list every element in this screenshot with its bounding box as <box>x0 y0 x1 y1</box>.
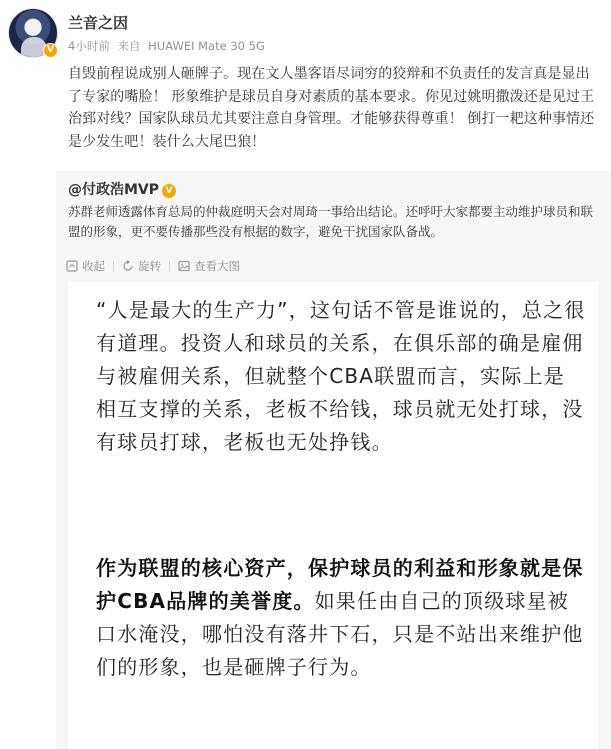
image-bold-text: 作为联盟的核心资产，保护球员的利益和形象就是保护CBA品牌的美誉度。 <box>96 556 584 613</box>
divider <box>113 261 114 272</box>
collapse-icon <box>66 260 78 272</box>
username[interactable]: 兰音之因 <box>68 14 129 32</box>
source-prefix: 来自 <box>117 39 141 53</box>
view-full-image-button[interactable] <box>178 258 240 274</box>
post-time[interactable]: 4小时前 <box>68 39 110 53</box>
divider <box>169 261 170 272</box>
image-view-icon <box>178 260 190 272</box>
rotate-icon <box>122 260 134 272</box>
rotate-button[interactable] <box>122 258 161 274</box>
view-full-label: 查看大图 <box>194 259 240 273</box>
post-meta <box>68 38 269 54</box>
repost-card <box>56 171 611 749</box>
rotate-label: 旋转 <box>138 259 161 273</box>
repost-verified-badge-icon: V <box>162 184 176 198</box>
repost-username[interactable] <box>68 179 176 199</box>
verified-badge-icon: V <box>43 43 58 58</box>
image-paragraph-1: “人是最大的生产力”，这句话不管是谁说的，总之很有道理。投资人和球员的关系，在俱乐部的确是雇佣与被雇佣关系，但就整个CBA联盟而言，实际上是相互支撑的关系，老板不给钱，球员就无处打球，没有球员打球，老板也无处挣钱。 <box>96 298 586 454</box>
post-text: 自毁前程说成别人砸牌子。现在文人墨客语尽词穷的狡辩和不负责任的发言真是显出了专家的嘴脸！ 形象维护是球员自身对素质的基本要求。你见过姚明撒泼还是见过王治郅对线？国家队球员尤其要注意自身管理。才能够获得尊重！ 倒打一耙这种事情还是少发生吧！装什么大尾巴狼！ <box>68 66 595 150</box>
attached-image[interactable] <box>68 282 598 749</box>
repost-text: 苏群老师透露体育总局的仲裁庭明天会对周琦一事给出结论。还呼吁大家都要主动维护球员和联盟的形象，更不要传播那些没有根据的数字，避免干扰国家队备战。 <box>68 204 594 239</box>
collect-button[interactable] <box>66 258 105 274</box>
post-source[interactable]: HUAWEI Mate 30 5G <box>148 39 265 53</box>
collect-label: 收起 <box>82 259 105 273</box>
image-regular-text: 如果任由自己的顶级球星被口水淹没，哪怕没有落井下石，只是不站出来维护他们的形象，也是砸牌子行为。 <box>96 589 584 679</box>
image-paragraph-2 <box>96 552 586 684</box>
repost-username-text[interactable]: @付政浩MVP <box>68 182 160 198</box>
image-actions <box>66 257 240 275</box>
